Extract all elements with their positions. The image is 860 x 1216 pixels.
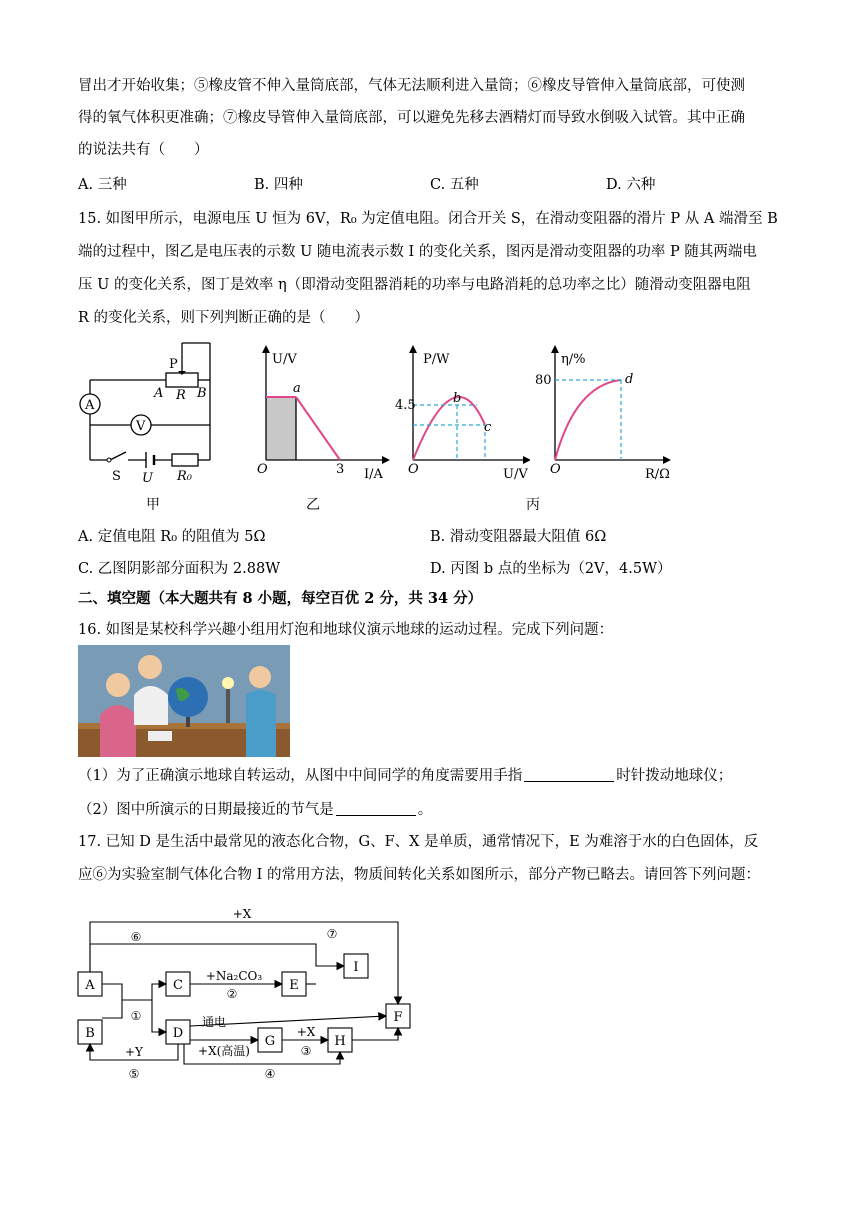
label-electrolysis: 通电 xyxy=(201,1015,227,1029)
bing-point-c: c xyxy=(484,420,492,435)
q16-blank-2[interactable] xyxy=(336,801,416,816)
q14-option-d[interactable]: D. 六种 xyxy=(606,177,656,193)
node-i: I xyxy=(353,960,359,975)
q14-option-c[interactable]: C. 五种 xyxy=(430,177,479,193)
node-b: B xyxy=(85,1026,95,1041)
node-g: G xyxy=(264,1034,276,1049)
node-a: A xyxy=(85,978,95,993)
end-a-label: A xyxy=(154,386,164,401)
node-h: H xyxy=(334,1034,346,1049)
ding-origin: O xyxy=(550,462,561,477)
node-f: F xyxy=(393,1010,403,1025)
node-c: C xyxy=(173,978,183,993)
source-u-label: U xyxy=(142,471,153,485)
q14-line-1: 冒出才开始收集；⑤橡皮管不伸入量筒底部，气体无法顺利进入量筒；⑥橡皮导管伸入量筒底部，可使测 xyxy=(78,78,745,94)
label-na2co3: +Na₂CO₃ xyxy=(205,969,263,983)
rheostat-r-label: R xyxy=(176,388,186,403)
label-r3: ③ xyxy=(300,1044,312,1058)
q15-option-a[interactable]: A. 定值电阻 R₀ 的阻值为 5Ω xyxy=(78,529,266,545)
label-plus-x-gh: +X xyxy=(296,1025,316,1039)
switch-s-label: S xyxy=(112,469,121,484)
q14-line-2: 得的氧气体积更准确；⑦橡皮导管伸入量筒底部，可以避免先移去酒精灯而导致水倒吸入试管。其中正确 xyxy=(78,110,745,126)
label-r6: ⑥ xyxy=(130,930,142,944)
q17-line-1: 17. 已知 D 是生活中最常见的液态化合物，G、F、X 是单质，通常情况下，E 为难溶于水的白色固体，反 xyxy=(78,834,759,850)
yi-origin: O xyxy=(257,462,268,477)
yi-point-a: a xyxy=(293,381,301,396)
q14-option-b[interactable]: B. 四种 xyxy=(254,177,303,193)
yi-xtick: 3 xyxy=(336,462,345,477)
ding-ylabel: η/% xyxy=(561,352,586,367)
ding-ytick: 80 xyxy=(535,373,552,388)
q16-sub1-prefix: （1）为了正确演示地球自转运动，从图中中间同学的角度需要用手指 xyxy=(78,768,523,784)
label-r4: ④ xyxy=(264,1067,276,1081)
ammeter-label: A xyxy=(85,398,95,413)
q15-line-3: 压 U 的变化关系，图丁是效率 η（即滑动变阻器消耗的功率与电路消耗的总功率之比）随滑动变阻器电阻 xyxy=(78,277,751,293)
q15-option-b[interactable]: B. 滑动变阻器最大阻值 6Ω xyxy=(430,529,607,545)
node-d: D xyxy=(172,1026,184,1041)
node-e: E xyxy=(289,978,299,993)
caption-jia: 甲 xyxy=(146,497,160,513)
caption-bing: 丙 xyxy=(526,497,540,513)
q15-option-d[interactable]: D. 丙图 b 点的坐标为（2V，4.5W） xyxy=(430,561,672,577)
q14-line-3: 的说法共有（ ） xyxy=(78,142,209,158)
q16-blank-1[interactable] xyxy=(524,767,614,782)
label-plus-x-top: +X xyxy=(232,907,252,921)
yi-ylabel: U/V xyxy=(272,352,297,367)
graph-ding xyxy=(535,345,675,480)
bing-point-b: b xyxy=(453,391,462,406)
q15-line-4: R 的变化关系，则下列判断正确的是（ ） xyxy=(78,310,370,326)
end-b-label: B xyxy=(197,386,207,401)
q16-sub2-suffix: 。 xyxy=(417,802,433,818)
bing-xlabel: U/V xyxy=(503,467,528,480)
graph-yi xyxy=(254,345,394,480)
ding-point-d: d xyxy=(625,372,634,387)
q15-option-c[interactable]: C. 乙图阴影部分面积为 2.88W xyxy=(78,561,281,577)
bing-ytick: 4.5 xyxy=(395,398,416,413)
q16-sub1-suffix: 时针拨动地球仪； xyxy=(616,768,733,784)
label-r7: ⑦ xyxy=(326,927,338,941)
label-plus-y: +Y xyxy=(125,1045,143,1059)
slider-p-label: P xyxy=(169,357,178,372)
ding-xlabel: R/Ω xyxy=(645,467,670,480)
graph-bing xyxy=(395,345,530,480)
caption-yi: 乙 xyxy=(306,497,320,513)
label-plus-x-high: +X(高温) xyxy=(198,1044,250,1058)
q16-sub2 xyxy=(78,800,432,820)
q16-sub2-prefix: （2）图中所演示的日期最接近的节气是 xyxy=(78,802,334,818)
yi-xlabel: I/A xyxy=(364,467,383,480)
globe-demo-illustration xyxy=(78,645,290,757)
bing-origin: O xyxy=(408,462,419,477)
reaction-diagram xyxy=(70,900,420,1085)
label-r5: ⑤ xyxy=(128,1067,140,1081)
label-r1: ① xyxy=(130,1009,142,1023)
q15-line-2: 端的过程中，图乙是电压表的示数 U 随电流表示数 I 的变化关系，图丙是滑动变阻器的功率 P 随其两端电 xyxy=(78,244,757,260)
q17-line-2: 应⑥为实验室制气体化合物 I 的常用方法，物质间转化关系如图所示，部分产物已略去。请回答下列问题： xyxy=(78,867,760,883)
circuit-diagram xyxy=(76,335,226,485)
r0-label: R₀ xyxy=(177,469,192,484)
q16-stem: 16. 如图是某校科学兴趣小组用灯泡和地球仪演示地球的运动过程。完成下列问题： xyxy=(78,622,614,638)
label-r2: ② xyxy=(226,987,238,1001)
q15-line-1: 15. 如图甲所示，电源电压 U 恒为 6V，R₀ 为定值电阻。闭合开关 S，在滑动变阻器的滑片 P 从 A 端滑至 B xyxy=(78,211,778,227)
voltmeter-label: V xyxy=(136,419,146,434)
bing-ylabel: P/W xyxy=(423,352,450,367)
q16-sub1 xyxy=(78,766,732,786)
section-heading: 二、填空题（本大题共有 8 小题，每空百优 2 分，共 34 分） xyxy=(78,590,483,607)
q14-option-a[interactable]: A. 三种 xyxy=(78,177,127,193)
